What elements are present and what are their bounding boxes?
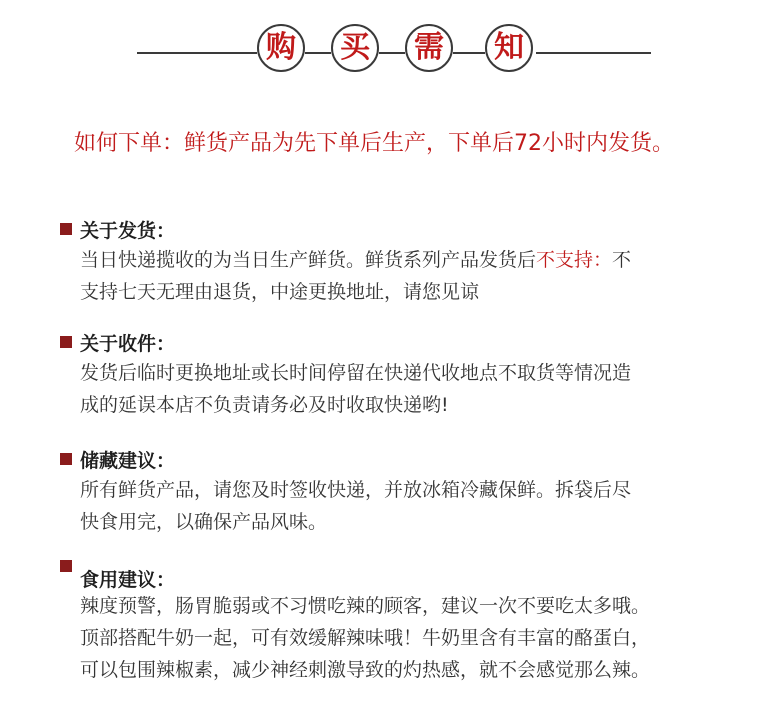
square-bullet-icon	[60, 453, 72, 465]
section-heading-text: 食用建议：	[80, 568, 176, 591]
body-text: 当日快递揽收的为当日生产鲜货。鲜货系列产品发货后	[80, 249, 537, 271]
section-shipping	[60, 214, 730, 308]
title-char: 购	[257, 24, 305, 72]
title-char: 需	[405, 24, 453, 72]
section-heading-text: 关于发货：	[80, 219, 176, 242]
title-char: 买	[331, 24, 379, 72]
section-receiving	[60, 327, 730, 421]
section-body	[80, 590, 730, 686]
section-eating	[60, 558, 730, 686]
body-line: 顶部搭配牛奶一起，可有效缓解辣味哦！牛奶里含有丰富的酪蛋白，	[80, 627, 651, 649]
body-line: 发货后临时更换地址或长时间停留在快递代收地点不取货等情况造	[80, 362, 632, 384]
section-heading	[60, 444, 730, 474]
title-char: 知	[485, 24, 533, 72]
body-line: 支持七天无理由退货，中途更换地址，请您见谅	[80, 281, 480, 303]
section-heading	[60, 558, 730, 591]
body-line: 辣度预警，肠胃脆弱或不习惯吃辣的顾客，建议一次不要吃太多哦。	[80, 595, 651, 617]
body-line: 所有鲜货产品，请您及时签收快递，并放冰箱冷藏保鲜。拆袋后尽	[80, 479, 632, 501]
section-heading-text: 关于收件：	[80, 332, 176, 355]
section-heading-text: 储藏建议：	[80, 449, 176, 472]
title-connector	[379, 52, 405, 54]
title-connector	[305, 52, 331, 54]
title-left-rule	[137, 52, 257, 54]
title-right-rule	[536, 52, 651, 54]
square-bullet-icon	[60, 223, 72, 235]
title-banner	[0, 22, 780, 82]
square-bullet-icon	[60, 560, 72, 572]
section-heading	[60, 327, 730, 357]
warning-text: 不支持：	[536, 249, 613, 271]
body-line: 可以包围辣椒素，减少神经刺激导致的灼热感，就不会感觉那么辣。	[80, 659, 651, 681]
body-line: 成的延误本店不负责请务必及时收取快递哟!	[80, 394, 449, 416]
square-bullet-icon	[60, 336, 72, 348]
section-body	[80, 244, 730, 308]
section-heading	[60, 214, 730, 244]
section-storage	[60, 444, 730, 538]
body-text: 不	[612, 249, 632, 271]
section-body	[80, 357, 730, 421]
how-to-order-text: 如何下单：鲜货产品为先下单后生产，下单后72小时内发货。	[74, 131, 674, 156]
body-line	[80, 244, 730, 276]
title-connector	[453, 52, 485, 54]
body-line: 快食用完，以确保产品风味。	[80, 511, 328, 533]
section-body	[80, 474, 730, 538]
